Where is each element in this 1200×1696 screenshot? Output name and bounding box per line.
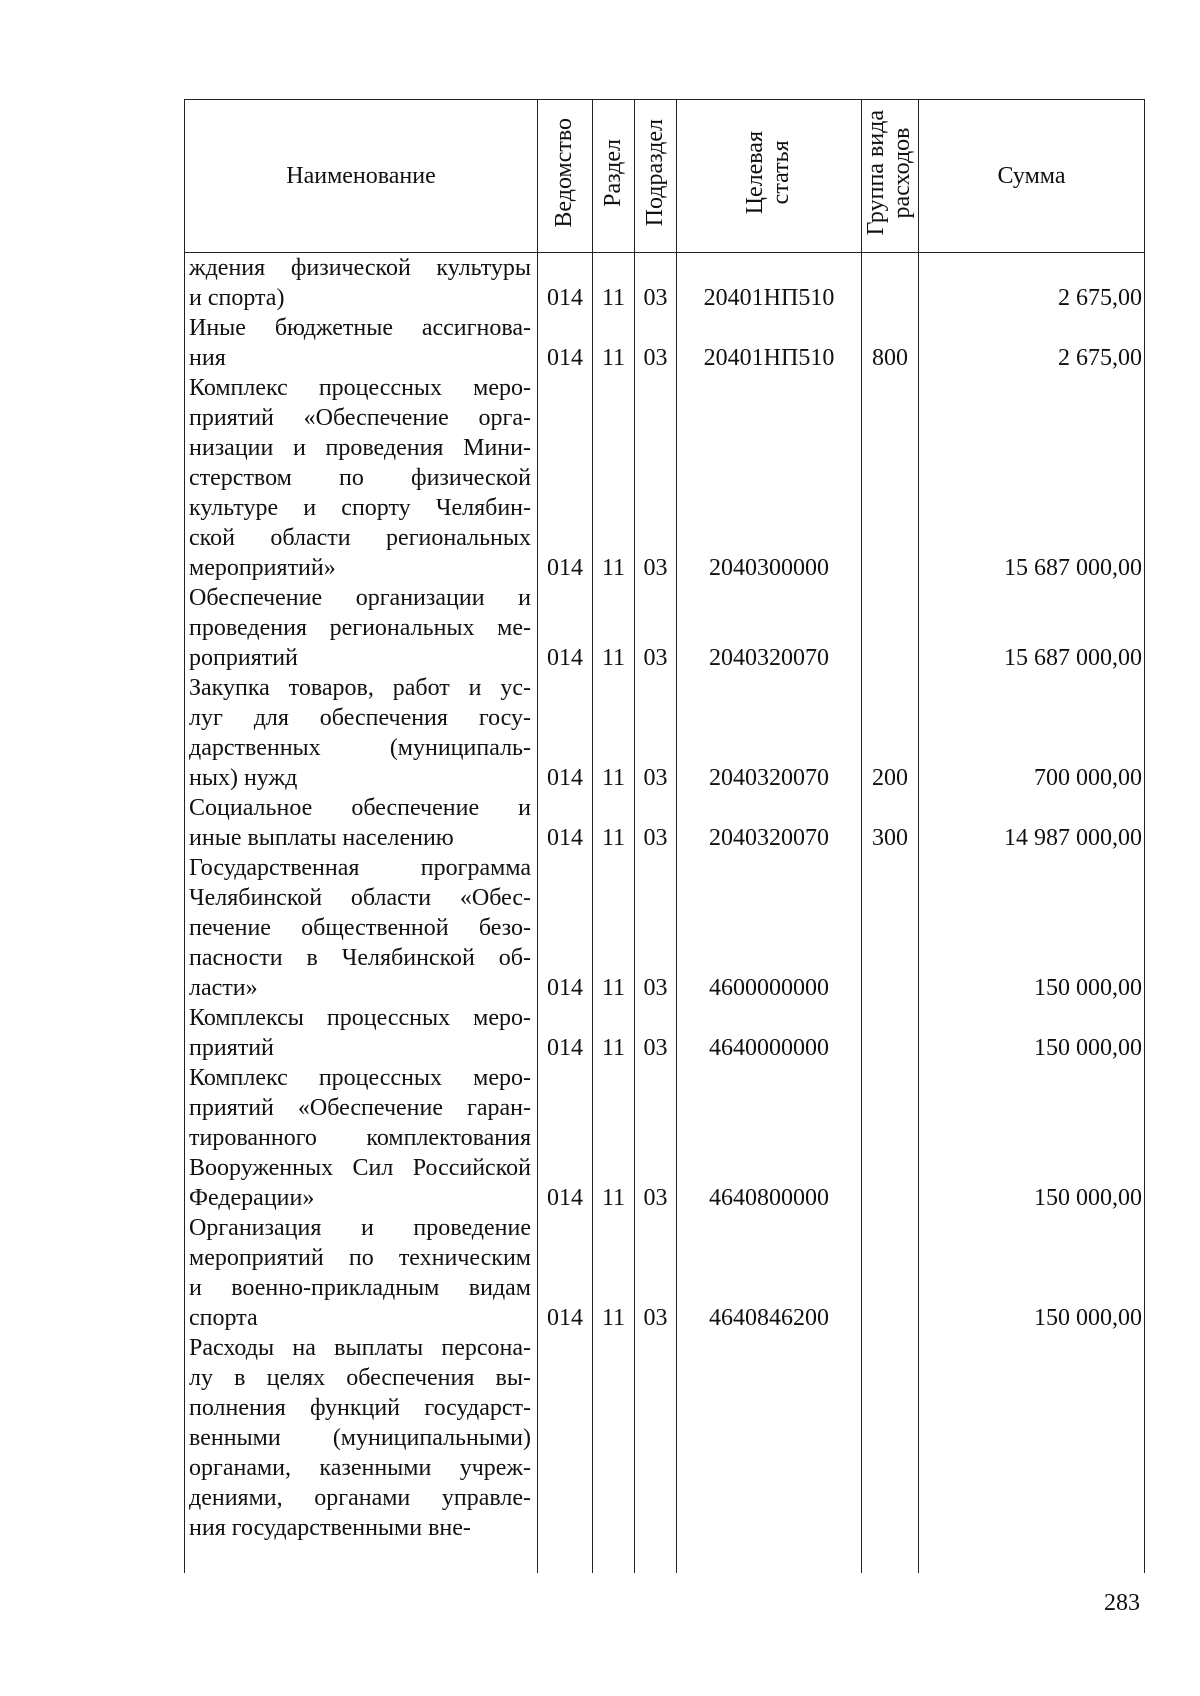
- row-section: [593, 1333, 635, 1573]
- row-department: 014: [538, 253, 593, 314]
- table-row: [185, 793, 1145, 853]
- row-name: Комплекс процессных меро- приятий «Обеспечение орга- низации и проведения Мини- стерством по физической культуре и спорту Челябин- ской области региональных мероприятий»: [185, 373, 538, 583]
- row-expense-group: [862, 1333, 919, 1573]
- table-body: [185, 253, 1145, 1574]
- row-sum: 150 000,00: [919, 853, 1145, 1003]
- page-number: 283: [1104, 1590, 1140, 1616]
- table-row: [185, 1063, 1145, 1213]
- row-section: 11: [593, 1063, 635, 1213]
- row-section: 11: [593, 673, 635, 793]
- row-department: [538, 1333, 593, 1573]
- row-section: 11: [593, 853, 635, 1003]
- row-sum: 150 000,00: [919, 1213, 1145, 1333]
- table-row: [185, 583, 1145, 673]
- row-target-article: 4640800000: [677, 1063, 862, 1213]
- row-sum: 2 675,00: [919, 313, 1145, 373]
- row-target-article: 2040320070: [677, 793, 862, 853]
- row-target-article: 20401НП510: [677, 313, 862, 373]
- table-row: [185, 673, 1145, 793]
- row-subsection: 03: [635, 853, 677, 1003]
- row-sum: [919, 1333, 1145, 1573]
- row-subsection: [635, 1333, 677, 1573]
- header-target-article: Целевая статья: [677, 100, 862, 253]
- header-expense-group: Группа вида расходов: [862, 100, 919, 253]
- row-section: 11: [593, 1213, 635, 1333]
- row-department: 014: [538, 1213, 593, 1333]
- row-target-article: 2040320070: [677, 583, 862, 673]
- table-row: [185, 853, 1145, 1003]
- row-name: Обеспечение организации и проведения региональных ме- роприятий: [185, 583, 538, 673]
- row-section: 11: [593, 1003, 635, 1063]
- row-section: 11: [593, 253, 635, 314]
- row-name: Социальное обеспечение и иные выплаты населению: [185, 793, 538, 853]
- row-name: Закупка товаров, работ и ус- луг для обеспечения госу- дарственных (муниципаль- ных) нужд: [185, 673, 538, 793]
- table-row: [185, 1333, 1145, 1573]
- row-subsection: 03: [635, 793, 677, 853]
- table-row: [185, 313, 1145, 373]
- row-sum: 15 687 000,00: [919, 373, 1145, 583]
- table-row: [185, 253, 1145, 314]
- table-row: [185, 1213, 1145, 1333]
- row-sum: 15 687 000,00: [919, 583, 1145, 673]
- row-subsection: 03: [635, 673, 677, 793]
- header-department: Ведомство: [538, 100, 593, 253]
- row-expense-group: [862, 1063, 919, 1213]
- row-name: ждения физической культуры и спорта): [185, 253, 538, 314]
- row-section: 11: [593, 313, 635, 373]
- row-sum: 150 000,00: [919, 1063, 1145, 1213]
- row-name: Комплекс процессных меро- приятий «Обеспечение гаран- тированного комплектования Вооруженных Сил Российской Федерации»: [185, 1063, 538, 1213]
- row-expense-group: [862, 1003, 919, 1063]
- row-target-article: 4640000000: [677, 1003, 862, 1063]
- row-subsection: 03: [635, 373, 677, 583]
- row-sum: 2 675,00: [919, 253, 1145, 314]
- row-expense-group: [862, 1213, 919, 1333]
- row-expense-group: 200: [862, 673, 919, 793]
- row-name: Иные бюджетные ассигнова- ния: [185, 313, 538, 373]
- row-department: 014: [538, 853, 593, 1003]
- row-section: 11: [593, 373, 635, 583]
- table-header-row: [185, 100, 1145, 253]
- row-subsection: 03: [635, 1063, 677, 1213]
- row-name: Комплексы процессных меро- приятий: [185, 1003, 538, 1063]
- header-subsection: Подраздел: [635, 100, 677, 253]
- row-department: 014: [538, 313, 593, 373]
- row-subsection: 03: [635, 583, 677, 673]
- row-department: 014: [538, 1003, 593, 1063]
- row-section: 11: [593, 793, 635, 853]
- header-section: Раздел: [593, 100, 635, 253]
- row-target-article: [677, 1333, 862, 1573]
- row-department: 014: [538, 583, 593, 673]
- row-expense-group: [862, 583, 919, 673]
- budget-table: [184, 99, 1145, 1573]
- row-section: 11: [593, 583, 635, 673]
- row-sum: 700 000,00: [919, 673, 1145, 793]
- row-sum: 150 000,00: [919, 1003, 1145, 1063]
- row-expense-group: [862, 853, 919, 1003]
- row-name: Организация и проведение мероприятий по техническим и военно-прикладным видам спорта: [185, 1213, 538, 1333]
- header-name: Наименование: [185, 100, 538, 253]
- header-sum: Сумма: [919, 100, 1145, 253]
- row-subsection: 03: [635, 253, 677, 314]
- row-subsection: 03: [635, 1003, 677, 1063]
- row-target-article: 2040300000: [677, 373, 862, 583]
- row-subsection: 03: [635, 313, 677, 373]
- row-name: Государственная программа Челябинской области «Обес- печение общественной безо- пасности в Челябинской об- ласти»: [185, 853, 538, 1003]
- row-expense-group: [862, 253, 919, 314]
- row-department: 014: [538, 1063, 593, 1213]
- row-department: 014: [538, 673, 593, 793]
- row-subsection: 03: [635, 1213, 677, 1333]
- row-sum: 14 987 000,00: [919, 793, 1145, 853]
- row-name: Расходы на выплаты персона- лу в целях обеспечения вы- полнения функций государст- венными (муниципальными) органами, казенными учреж- дениями, органами управле- ния государственными вне-: [185, 1333, 538, 1573]
- row-expense-group: 300: [862, 793, 919, 853]
- row-target-article: 4600000000: [677, 853, 862, 1003]
- row-expense-group: 800: [862, 313, 919, 373]
- row-target-article: 20401НП510: [677, 253, 862, 314]
- table-row: [185, 1003, 1145, 1063]
- table-row: [185, 373, 1145, 583]
- row-target-article: 2040320070: [677, 673, 862, 793]
- row-department: 014: [538, 373, 593, 583]
- row-department: 014: [538, 793, 593, 853]
- row-expense-group: [862, 373, 919, 583]
- row-target-article: 4640846200: [677, 1213, 862, 1333]
